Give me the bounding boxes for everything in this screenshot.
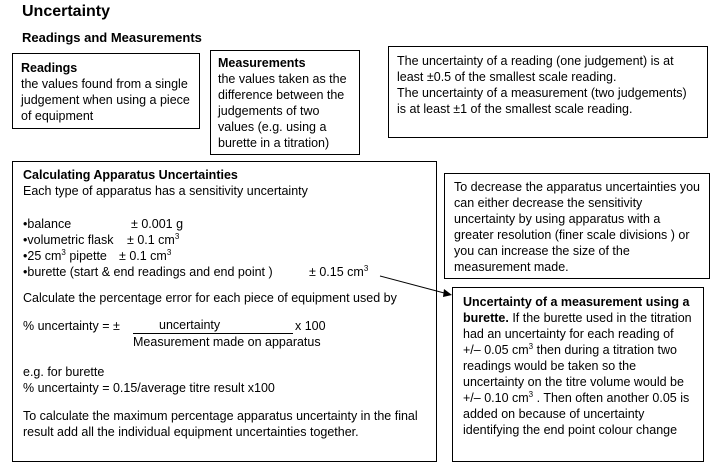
formula-multiplier: x 100 (295, 319, 326, 333)
formula-label: % uncertainty = ± (23, 319, 120, 333)
unit-exponent: 3 (528, 389, 534, 399)
burette-body-3: . Then often another 0.05 is added on because of uncertainty identifying the end point colour change (463, 391, 690, 437)
measurement-uncertainty-rule: The uncertainty of a measurement (two judgements) is at least ±1 of the smallest scale reading. (397, 86, 687, 116)
example-formula: % uncertainty = 0.15/average titre result x100 (23, 381, 275, 395)
measurements-body: the values taken as the difference between the judgements of two values (e.g. using a burette in a titration) (218, 72, 347, 150)
burette-body-2: then during a titration two readings would be taken so the uncertainty on the titre volume would be +/– 0.10 cm (463, 343, 684, 405)
apparatus-value: ± 0.1 cm (127, 233, 175, 247)
apparatus-name: •burette (start & end readings and end point ) (23, 265, 273, 279)
readings-body: the values found from a single judgement when using a piece of equipment (21, 77, 190, 123)
unit-exponent: 3 (528, 341, 534, 351)
apparatus-name: •balance (23, 217, 72, 231)
page-subtitle: Readings and Measurements (22, 30, 202, 45)
page-title: Uncertainty (22, 3, 111, 20)
apparatus-intro: Each type of apparatus has a sensitivity uncertainty (23, 184, 308, 198)
calc-prompt: Calculate the percentage error for each piece of equipment used by (23, 291, 397, 305)
example-label: e.g. for burette (23, 365, 105, 379)
unit-exponent: 3 (61, 247, 66, 257)
unit-exponent: 3 (174, 231, 180, 241)
burette-measurement-box (452, 287, 704, 462)
apparatus-value: ± 0.15 cm (309, 265, 364, 279)
apparatus-name: •volumetric flask (23, 233, 114, 247)
apparatus-value: ± 0.1 cm (119, 249, 167, 263)
readings-heading: Readings (21, 61, 78, 75)
conclusion-text: To calculate the maximum percentage apparatus uncertainty in the final result add all the individual equipment uncertainties together. (23, 409, 418, 439)
measurements-heading: Measurements (218, 56, 306, 70)
apparatus-value: ± 0.001 g (131, 217, 184, 231)
formula-numerator: uncertainty (133, 318, 293, 334)
burette-body-1: If the burette used in the titration had an uncertainty for each reading of +/– 0.05 cm (463, 311, 692, 357)
apparatus-heading: Calculating Apparatus Uncertainties (23, 168, 238, 182)
formula-denominator: Measurement made on apparatus (133, 335, 321, 349)
burette-measurement-heading: Uncertainty of a measurement using a burette. (463, 295, 690, 325)
apparatus-name: •25 $cm^3$ pipette (23, 247, 107, 263)
reading-uncertainty-rule: The uncertainty of a reading (one judgement) is at least ±0.5 of the smallest scale reading. (397, 54, 674, 84)
unit-exponent: 3 (166, 247, 172, 257)
unit-exponent: 3 (363, 263, 369, 273)
decrease-text: To decrease the apparatus uncertainties you can either decrease the sensitivity uncertainty by using apparatus with a greater resolution (finer scale divisions ) or you can increase the size of the measurement made. (454, 180, 700, 274)
